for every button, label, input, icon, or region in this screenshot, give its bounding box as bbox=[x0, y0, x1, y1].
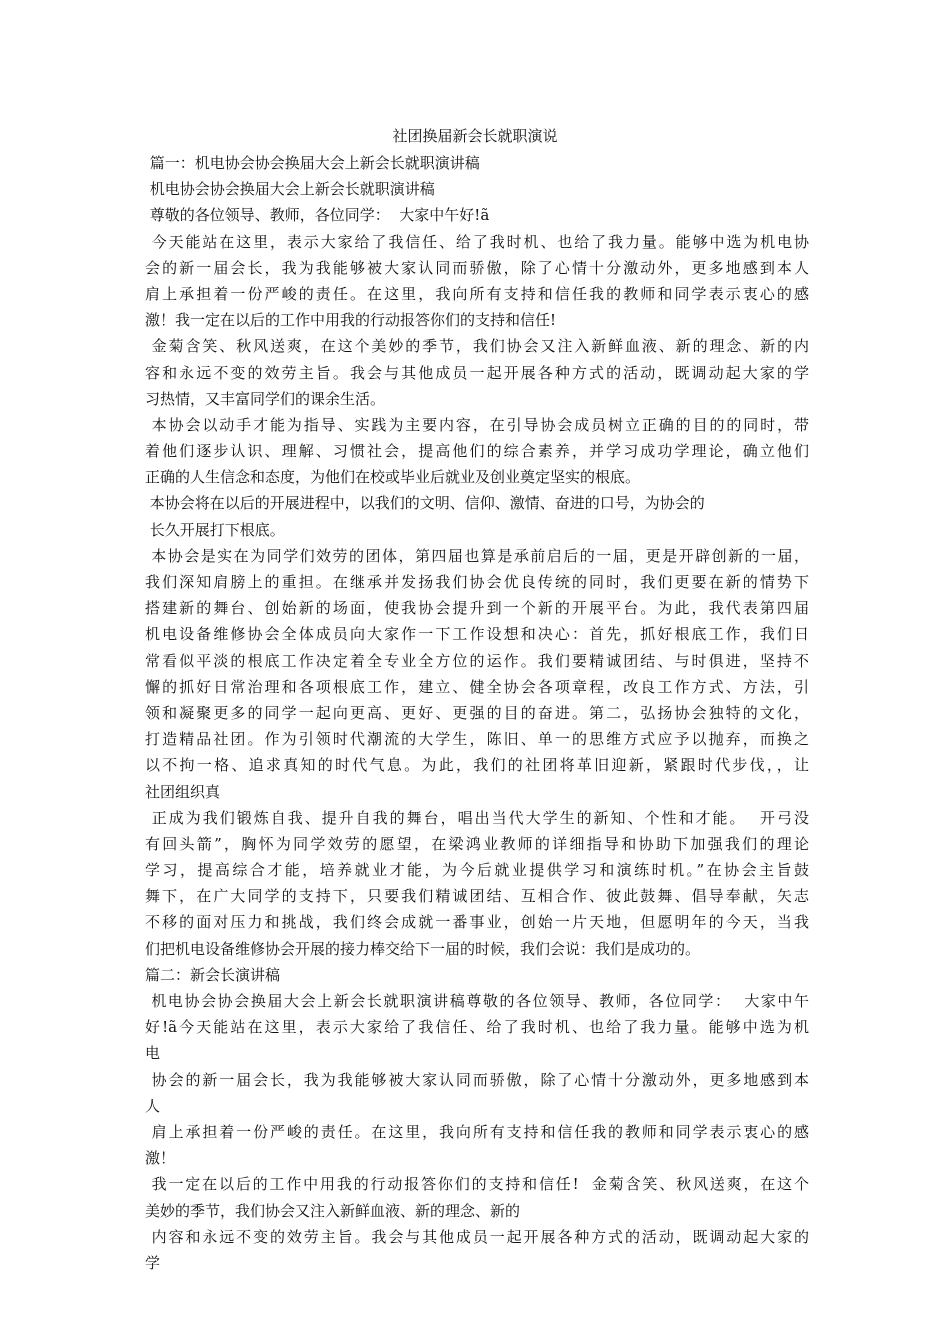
text-line: 好!ã今天能站在这里，表示大家给了我信任、给了我时机、也给了我力量。能够中选为机 bbox=[145, 1018, 809, 1037]
text-line: 搭建新的舞台、创始新的场面，使我协会提升到一个新的开展平台。为此，我代表第四届 bbox=[145, 599, 809, 618]
text-line: 肩上承担着一份严峻的责任。在这里，我向所有支持和信任我的教师和同学表示衷心的感 bbox=[145, 1122, 809, 1141]
text-line: 社团组织真 bbox=[145, 782, 221, 801]
text-line: 打造精品社团。作为引领时代潮流的大学生，陈旧、单一的思维方式应予以抛弃，而换之 bbox=[145, 730, 809, 749]
text-line: 正成为我们锻炼自我、提升自我的舞台，唱出当代大学生的新知、个性和才能。 开弓没 bbox=[145, 808, 809, 827]
text-line: 肩上承担着一份严峻的责任。在这里，我向所有支持和信任我的教师和同学表示衷心的感 bbox=[145, 284, 809, 303]
text-line: 机电协会协会换届大会上新会长就职演讲稿尊敬的各位领导、教师，各位同学： 大家中午 bbox=[145, 992, 809, 1010]
text-line: 习热情，又丰富同学们的课余生活。 bbox=[145, 389, 386, 408]
text-line: 内容和永远不变的效劳主旨。我会与其他成员一起开展各种方式的活动，既调动起大家的 bbox=[145, 1227, 809, 1246]
text-line: 金菊含笑、秋风送爽，在这个美妙的季节，我们协会又注入新鲜血液、新的理念、新的内 bbox=[145, 337, 809, 356]
text-line: 人 bbox=[145, 1096, 161, 1115]
text-line: 舞下，在广大同学的支持下，只要我们精诚团结、互相合作、彼此鼓舞、倡导奉献，矢志 bbox=[145, 887, 809, 906]
document-title: 社团换届新会长就职演说 bbox=[392, 127, 558, 145]
text-line: 们把机电设备维修协会开展的接力棒交给下一届的时候，我们会说：我们是成功的。 bbox=[145, 939, 701, 958]
text-line: 懈的抓好日常治理和各项根底工作，建立、健全协会各项章程，改良工作方式、方法，引 bbox=[145, 677, 809, 696]
text-line: 今天能站在这里，表示大家给了我信任、给了我时机、也给了我力量。能够中选为机电协 bbox=[145, 232, 809, 251]
text-line: 容和永远不变的效劳主旨。我会与其他成员一起开展各种方式的活动，既调动起大家的学 bbox=[145, 363, 809, 382]
text-line: 会的新一届会长，我为我能够被大家认同而骄傲，除了心情十分激动外，更多地感到本人 bbox=[145, 258, 809, 277]
text-line: 我们深知肩膀上的重担。在继承并发扬我们协会优良传统的同时，我们更要在新的情势下 bbox=[145, 573, 809, 591]
text-line: 着他们逐步认识、理解、习惯社会，提高他们的综合素养，并学习成功学理论，确立他们 bbox=[145, 442, 809, 461]
text-line: 激！我一定在以后的工作中用我的行动报答你们的支持和信任! bbox=[145, 311, 557, 330]
text-line: 本协会将在以后的开展进程中，以我们的文明、信仰、激情、奋进的口号，为协会的 bbox=[145, 494, 705, 513]
text-line: 学 bbox=[145, 1253, 161, 1272]
text-line: 篇一：机电协会协会换届大会上新会长就职演讲稿 bbox=[145, 154, 480, 172]
text-line: 激！ bbox=[145, 1149, 176, 1168]
text-line: 正确的人生信念和态度，为他们在校或毕业后就业及创业奠定坚实的根底。 bbox=[145, 468, 641, 487]
text-line: 以不拘一格、追求真知的时代气息。为此，我们的社团将革旧迎新，紧跟时代步伐，，让 bbox=[145, 756, 809, 775]
text-line: 长久开展打下根底。 bbox=[145, 520, 285, 539]
text-line: 领和凝聚更多的同学一起向更高、更好、更强的目的奋进。第二，弘扬协会独特的文化， bbox=[145, 703, 809, 722]
text-line: 尊敬的各位领导、教师，各位同学： 大家中午好!ã bbox=[145, 206, 490, 225]
text-line: 本协会是实在为同学们效劳的团体，第四届也算是承前启后的一届，更是开辟创新的一届， bbox=[145, 546, 809, 565]
document-body bbox=[145, 150, 809, 1276]
text-line: 有回头箭”，胸怀为同学效劳的愿望，在梁鸿业教师的详细指导和协助下加强我们的理论 bbox=[145, 834, 809, 853]
text-line: 本协会以动手才能为指导、实践为主要内容，在引导协会成员树立正确的目的的同时，带 bbox=[145, 415, 809, 434]
text-line: 协会的新一届会长，我为我能够被大家认同而骄傲，除了心情十分激动外，更多地感到本 bbox=[145, 1070, 809, 1089]
text-line: 我一定在以后的工作中用我的行动报答你们的支持和信任! 金菊含笑、秋风送爽，在这个 bbox=[145, 1175, 809, 1194]
text-line: 机电协会协会换届大会上新会长就职演讲稿 bbox=[145, 180, 435, 199]
text-line: 美妙的季节，我们协会又注入新鲜血液、新的理念、新的 bbox=[145, 1201, 521, 1220]
text-line: 常看似平淡的根底工作决定着全专业全方位的运作。我们要精诚团结、与时俱进，坚持不 bbox=[145, 651, 809, 670]
text-line: 篇二：新会长演讲稿 bbox=[145, 965, 281, 984]
text-line: 不移的面对压力和挑战，我们终会成就一番事业，创始一片天地，但愿明年的今天，当我 bbox=[145, 913, 809, 932]
text-line: 机电设备维修协会全体成员向大家作一下工作设想和决心：首先，抓好根底工作，我们日 bbox=[145, 625, 809, 644]
text-line: 电 bbox=[145, 1044, 161, 1063]
text-line: 学习，提高综合才能，培养就业才能，为今后就业提供学习和演练时机。”在协会主旨鼓 bbox=[145, 861, 809, 880]
